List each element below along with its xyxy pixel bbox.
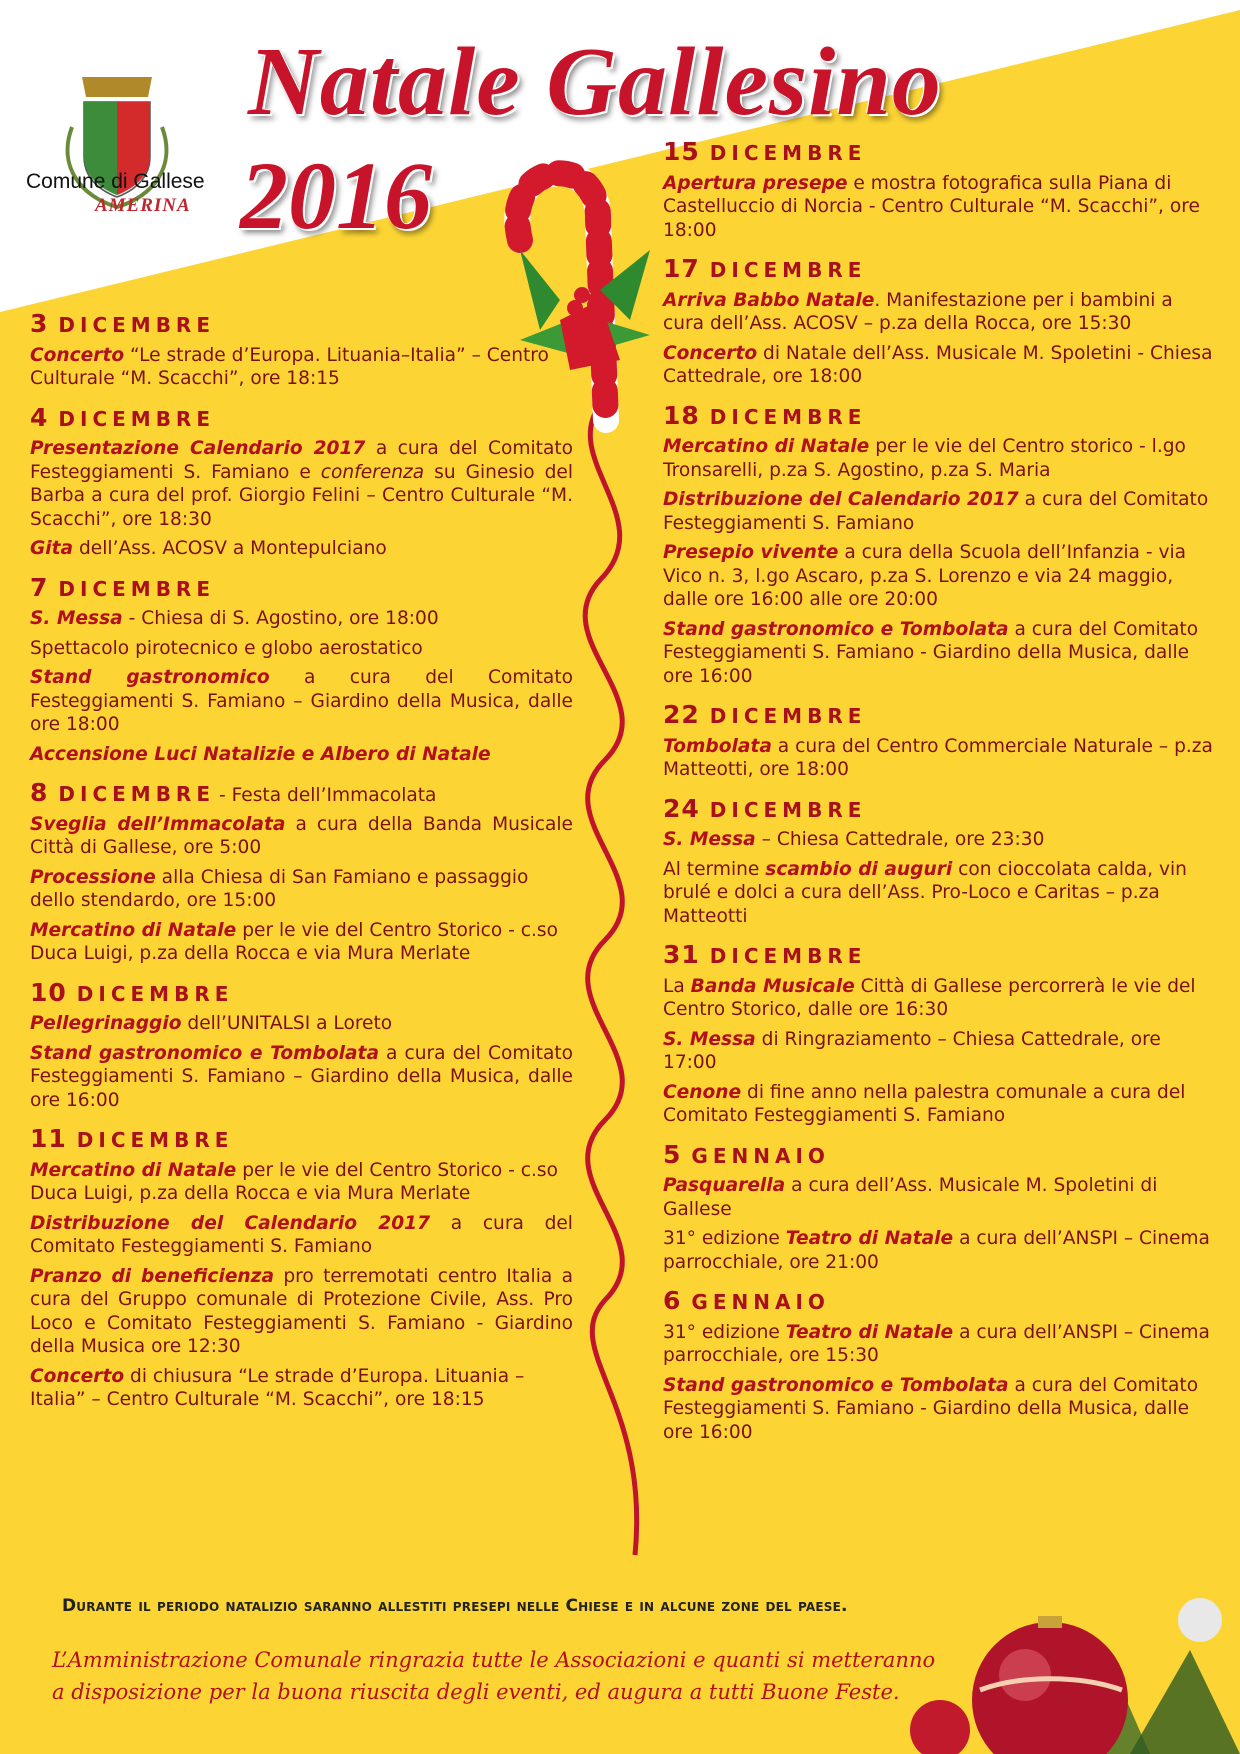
event: [30, 537, 573, 561]
poster-title: Natale Gallesino: [248, 28, 942, 136]
event: [30, 1012, 573, 1036]
event-title: Stand gastronomico e Tombolata: [663, 618, 1009, 640]
event-details: a cura del Comitato Festeggiamenti S. Famiano – Giardino della Musica, dalle ore 16:00: [30, 1042, 574, 1111]
event-details: a cura del Comitato Festeggiamenti S. Famiano e: [30, 438, 573, 483]
event: [663, 735, 1213, 782]
event: [663, 858, 1213, 929]
event: [30, 1042, 573, 1113]
event-title: Mercatino di Natale: [30, 919, 237, 941]
event: [30, 866, 573, 913]
day-month: DICEMBRE: [709, 258, 867, 282]
event-details: a cura dell’ANSPI – Cinema parrocchiale, ore 15:30: [663, 1321, 1210, 1366]
event-details: di Ringraziamento – Chiesa Cattedrale, ore 17:00: [663, 1028, 1161, 1073]
day-number: 8: [30, 778, 49, 807]
footer-thanks: [52, 1644, 952, 1708]
event: [663, 435, 1213, 482]
day-number: 4: [30, 402, 49, 432]
day-number: 22: [663, 700, 700, 729]
event-details: dell’Ass. ACOSV a Montepulciano: [73, 538, 387, 559]
event: [663, 1227, 1213, 1274]
event-title: Distribuzione del Calendario 2017: [30, 1212, 431, 1234]
day-heading: [663, 793, 1213, 824]
event-title: conferenza: [320, 461, 425, 483]
event-title: Concerto: [30, 1365, 125, 1387]
day-heading: [30, 977, 573, 1008]
event-title: Concerto: [30, 344, 125, 366]
event-title: S. Messa: [30, 608, 123, 629]
day-number: 10: [30, 977, 67, 1007]
event-details: di chiusura “Le strade d’Europa. Lituania – Italia” – Centro Culturale “M. Scacchi”, ore 18:15: [30, 1365, 525, 1410]
day-month: DICEMBRE: [58, 782, 215, 806]
day-month: DICEMBRE: [709, 704, 867, 728]
event-title: S. Messa: [663, 1028, 756, 1050]
event-details: e mostra fotografica sulla Piana di Castelluccio di Norcia - Centro Culturale “M. Scacchi”, ore 18:00: [663, 172, 1200, 241]
event-title: Processione: [30, 866, 156, 888]
right-column: [663, 137, 1213, 1450]
event: [663, 828, 1213, 852]
day-month: DICEMBRE: [58, 406, 215, 431]
event-details: per le vie del Centro Storico - c.so Duca Luigi, p.za della Rocca e via Mura Merlate: [30, 1159, 558, 1204]
event: [663, 1028, 1213, 1075]
event-details: di Natale dell’Ass. Musicale M. Spoletini - Chiesa Cattedrale, ore 18:00: [663, 342, 1213, 387]
day-month: DICEMBRE: [709, 404, 867, 429]
day-heading: [30, 572, 573, 603]
event-details: a cura dell’Ass. Musicale M. Spoletini di Gallese: [663, 1175, 1158, 1220]
event: [663, 1174, 1213, 1221]
event-title: Pasquarella: [663, 1175, 786, 1196]
day-heading: [663, 1139, 1213, 1170]
event-title: Accensione Luci Natalizie e Albero di Natale: [30, 743, 491, 765]
event: [663, 1374, 1213, 1445]
event: [663, 488, 1213, 535]
event-details: dell’UNITALSI a Loreto: [181, 1013, 393, 1034]
day-number: 18: [663, 400, 700, 430]
day-number: 31: [663, 940, 700, 969]
event-details: a cura del Comitato Festeggiamenti S. Famiano: [30, 1212, 573, 1257]
day-month: DICEMBRE: [58, 313, 215, 337]
footer-note: Durante il periodo natalizio saranno allestiti presepi nelle Chiese e in alcune zone del paese.: [62, 1596, 848, 1616]
event-title: S. Messa: [663, 829, 756, 850]
event-title: Stand gastronomico e Tombolata: [663, 1374, 1009, 1396]
event: [663, 541, 1213, 612]
event-title: Tombolata: [663, 735, 772, 757]
event-prefix: Al termine: [663, 858, 766, 880]
day-month: DICEMBRE: [76, 981, 234, 1006]
left-column: [30, 309, 574, 1418]
event-details: Spettacolo pirotecnico e globo aerostatico: [30, 637, 423, 659]
event: [30, 344, 573, 391]
event-details: di fine anno nella palestra comunale a cura del Comitato Festeggiamenti S. Famiano: [663, 1081, 1186, 1126]
event-title: Teatro di Natale: [785, 1321, 954, 1343]
day-heading: [663, 137, 1213, 167]
event-details: a cura del Comitato Festeggiamenti S. Famiano: [663, 489, 1209, 534]
event-title: Banda Musicale: [690, 975, 855, 997]
event-title: Pellegrinaggio: [30, 1013, 182, 1034]
event-title: Mercatino di Natale: [663, 436, 870, 457]
event-title: Teatro di Natale: [785, 1228, 954, 1249]
event: [30, 607, 573, 631]
day-heading: [30, 309, 573, 339]
event-title: Concerto: [663, 342, 758, 364]
event-title: Presentazione Calendario 2017: [30, 438, 366, 459]
event: [663, 618, 1213, 689]
event-title: Arriva Babbo Natale: [663, 289, 875, 311]
event: [30, 1212, 573, 1259]
event-details: . Manifestazione per i bambini a cura dell’Ass. ACOSV – p.za della Rocca, ore 15:30: [663, 289, 1173, 334]
day-number: 5: [663, 1139, 682, 1169]
day-heading: [663, 940, 1213, 970]
day-heading: [663, 700, 1213, 730]
event-details: – Chiesa Cattedrale, ore 23:30: [755, 829, 1045, 850]
event-prefix: 31° edizione: [663, 1321, 786, 1343]
event-title: Cenone: [663, 1081, 742, 1103]
day-number: 3: [30, 309, 49, 338]
event: [663, 289, 1213, 336]
event-details: a cura dell’ANSPI – Cinema parrocchiale, ore 21:00: [663, 1228, 1210, 1273]
event: [30, 919, 573, 966]
comune-label: Comune di Gallese: [26, 170, 205, 193]
event-title: Mercatino di Natale: [30, 1159, 237, 1181]
day-number: 17: [663, 254, 700, 283]
day-month: DICEMBRE: [709, 797, 867, 822]
event-details: a cura della Scuola dell’Infanzia - via Vico n. 3, l.go Ascaro, p.za S. Lorenzo e via 24 maggio, dalle ore 16:00 alle ore 20:00: [663, 542, 1187, 610]
event: [30, 743, 573, 767]
event: [663, 1321, 1213, 1368]
event-title: Sveglia dell’Immacolata: [30, 813, 286, 835]
event-title: Apertura presepe: [663, 172, 848, 194]
day-heading: [663, 254, 1213, 284]
event-prefix: La: [663, 975, 691, 997]
event: [30, 666, 573, 737]
thanks-line: L’Amministrazione Comunale ringrazia tutte le Associazioni e quanti si metteranno: [52, 1648, 936, 1672]
event-details: a cura del Comitato Festeggiamenti S. Famiano - Giardino della Musica, dalle ore 16:00: [663, 618, 1199, 687]
event-details: con cioccolata calda, vin brulé e dolci a cura dell’Ass. Pro-Loco e Caritas – p.za Matteotti: [663, 858, 1187, 927]
event-details: a cura della Banda Musicale Città di Gallese, ore 5:00: [30, 813, 573, 858]
day-heading: [30, 402, 573, 433]
day-heading: [663, 400, 1213, 431]
event-title: Stand gastronomico e Tombolata: [30, 1042, 379, 1064]
event-details: a cura del Comitato Festeggiamenti S. Famiano – Giardino della Musica, dalle ore 18:00: [30, 667, 573, 735]
event-title: Stand gastronomico: [30, 667, 270, 688]
day-month: GENNAIO: [691, 1143, 830, 1168]
event: [30, 1365, 573, 1412]
event-details: “Le strade d’Europa. Lituania–Italia” – Centro Culturale “M. Scacchi”, ore 18:15: [30, 344, 549, 389]
day-number: 24: [663, 793, 700, 823]
event-details: pro terremotati centro Italia a cura del Gruppo comunale di Protezione Civile, Ass. Pro Loco e Comitato Festeggiamenti S. Famiano - Giardino della Musica ore 12:30: [30, 1265, 573, 1357]
event: [30, 1265, 573, 1359]
coat-of-arms-icon: [22, 22, 212, 262]
event-title: Pranzo di beneficienza: [30, 1265, 275, 1287]
day-month: DICEMBRE: [709, 944, 867, 968]
day-heading: [30, 778, 573, 808]
event-details: - Chiesa di S. Agostino, ore 18:00: [122, 608, 439, 629]
event-details: per le vie del Centro Storico - c.so Duca Luigi, p.za della Rocca e via Mura Merlate: [30, 919, 558, 964]
day-number: 11: [30, 1124, 67, 1153]
event-title: Gita: [30, 538, 74, 559]
event: [663, 975, 1213, 1022]
day-month: GENNAIO: [691, 1290, 830, 1314]
amerina-logo: AMERINA: [95, 195, 191, 216]
event: [30, 637, 573, 661]
day-number: 15: [663, 137, 700, 166]
event-title: Presepio vivente: [663, 542, 839, 563]
event-details: Città di Gallese percorrerà le vie del Centro Storico, dalle ore 16:30: [663, 975, 1196, 1020]
event-details: alla Chiesa di San Famiano e passaggio dello stendardo, ore 15:00: [30, 866, 529, 911]
event-details: a cura del Comitato Festeggiamenti S. Famiano - Giardino della Musica, dalle ore 16:00: [663, 1374, 1199, 1443]
poster-year: 2016: [240, 142, 432, 249]
day-number: 7: [30, 572, 49, 602]
day-month: DICEMBRE: [58, 576, 215, 601]
event: [663, 172, 1213, 243]
day-note: - Festa dell’Immacolata: [219, 785, 437, 806]
event-details: per le vie del Centro storico - l.go Tronsarelli, p.za S. Agostino, p.za S. Maria: [663, 436, 1186, 481]
thanks-line: a disposizione per la buona riuscita degli eventi, ed augura a tutti Buone Feste.: [52, 1680, 900, 1704]
christmas-ornament-icon: [900, 1580, 1240, 1754]
event: [663, 1081, 1213, 1128]
day-heading: [30, 1124, 573, 1154]
event-title: Distribuzione del Calendario 2017: [663, 489, 1019, 510]
day-number: 6: [663, 1286, 682, 1315]
day-month: DICEMBRE: [709, 141, 867, 165]
event-details: a cura del Centro Commerciale Naturale – p.za Matteotti, ore 18:00: [663, 735, 1213, 780]
event-prefix: 31° edizione: [663, 1228, 786, 1249]
event: [30, 437, 573, 531]
event: [30, 813, 573, 860]
event: [30, 1159, 573, 1206]
event-details: su Ginesio del Barba a cura del prof. Giorgio Felini – Centro Culturale “M. Scacchi”, ore 18:30: [30, 461, 573, 530]
day-heading: [663, 1286, 1213, 1316]
event: [663, 342, 1213, 389]
event-title: scambio di auguri: [765, 858, 953, 880]
day-month: DICEMBRE: [76, 1128, 234, 1152]
